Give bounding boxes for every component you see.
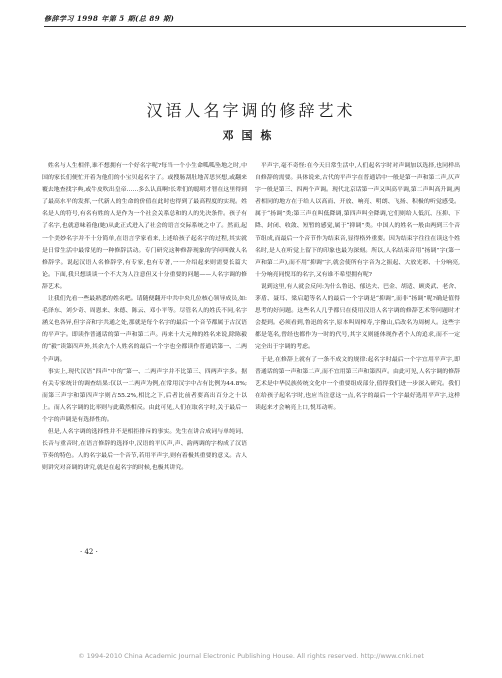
journal-header: 修辞学习 1998 年第 5 期(总 89 期) [44,14,175,23]
right-column [255,160,460,540]
page-number: · 42 · [80,548,98,556]
article-author: 邓国栋 [222,129,280,142]
left-column [42,160,247,540]
paragraph: 但是,人名字调的选择性并不是相拒排斥的事实。先生在讲合成词与单纯词、长音与重音时,在语言修辞的选择中,汉语的平仄声,声、韵两调的字构成了汉语节奏的特色。人的名字最后一个音节,若用平声字,则有着极其重要的意义。古人则讲究对音调的讲究,就是在起名字的时候,也极其讲究。 [42,429,247,472]
paragraph: 让我们先看一些最熟悉的姓名吧。请随便翻开中共中央几位核心领导成员,如:毛泽东、刘少奇、周恩来、朱德、陈云、邓小平等。尽管名人的姓氏不同,名字涵义也各异,但字音和字共通之处,那就是每个名字的最后一个音节都属于古汉语的平声字。即读作普通话的第一声和第二声。再来十大元帅的姓名来说,除陈毅的“毅”读第四声外,其余九个人姓名的最后一个字也全都读作普通话第一、二两个声调。 [42,296,247,363]
paragraph: 事实上,现代汉语“四声”中的“第一、二两声字并不比第三、四两声字多。据有关专家统计的调查结果:仅以一二两声为例,在常用汉字中占有比例为44.8%;而第三声字和第四声字则占55.2%,相比之下,后者比前者要高出百分之十以上。而人名字调的比率则与此截然相反。由此可见,人们在取名字时,关于最后一个字的声调是有选择性的。 [42,368,247,423]
header-rule [44,26,466,27]
paragraph: 平声字,毫不奇怪:在今天日常生活中,人们起名字时对声调加以选择,也同样出自修辞的需要。具体说来,古代的平声字在普通话中一般是第一声和第二声,仄声字一般是第三、四两个声调。现代北京话第一声又叫高平调,第二声叫高升调,两者相同的地方在于给人以高而、开放、响亮、明朗、飞扬、积极的听觉感受。属于“扬调”类;第三声在叫低降调,第四声叫全降调,它们则给人低沉、压抑、下降、封闭、收敛、短暂的感觉,属于“抑调”类。中国人的姓名一般由两到三个音节组成,而最后一个音节作为结束音,显得格外重要。因为结束字往往在读这个姓名时,是人在听觉上留下的印象也最为深刻。所以,人名结束音用“扬调”字(第一声和第二声),而不用“抑调”字,就会使所有字音为之振起、大放光彩、十分响亮,十分响亮同悦耳的名字,又有谁不希望拥有呢? [255,163,460,278]
paragraph: 姓名与人生相伴,谁不想拥有一个好名字呢?每当一个小生命呱呱坠地之时,中国的家长们便忙开着为他们的小宝贝起名字了。或搜肠刮肚地苦思冥想,或翻来覆去地查找字典,或牛皮吹出皇帝……多么认真啊!长辈们的聪明才智在这里得到了最高水平的发挥,一代新人的生命的价值在此时也得到了最高程度的实现。姓名是人的符号,有名有姓的人是作为一个社会关系总和的人的先决条件。孩子有了名字,也就意味着他(她)从此正式进入了社会的语言交际系统之中了。然而,起一个美妙名字并不十分简单,在语言学家看来,上述给孩子起名字的过程,其实就是日常生活中最常见的一种修辞活动。专门研究这种修辞现象的学问叫做人名修辞学。说起汉语人名修辞学,有专家,也有专著,一一介绍起来则需要长篇大论。下面,我只想谈谈一个不大为人注意但又十分重要的问题——人名字调的修辞艺术。 [42,163,247,290]
copyright-footer: © 1994-2010 China Academic Journal Electronic Publishing House. All rights reserved. http://www.cnki.net [78,652,424,660]
article-title: 汉语人名字调的修辞艺术 [146,101,356,120]
paragraph: 说到这里,有人就会反问:为什么鲁迅、郁达夫、巴金、胡适、顾炎武、老舍、茅盾、聂耳、梁启超等名人的最后一个字调是“抑调”,而非“扬调”呢?确是值得思考的好问题。这些名人几乎都只在使用汉语人名字调的修辞艺术等问题时才会提到。必须看到,鲁迅的名字,原本叫周樟寿,字豫山,后改名为周树人。这些字都是笔名,曾经也都作为一时的代号,其字义则能体现作者个人的追求,而不一定完全出于字调的考虑。 [255,283,460,351]
paragraph: 于是,在修辞上就有了一条不成文的规律:起名字时最后一个字宜用平声字,即普通话的第一声和第二声,而不宜用第三声和第四声。由此可见,人名字调的修辞艺术是中华民族传统文化中一个重要组成部分,值得我们进一步深入研究。我们在给孩子起名字时,也应当注意这一点,名字的最后一个字最好选用平声字,这样读起来才会响亮上口,悦耳动听。 [255,356,460,411]
